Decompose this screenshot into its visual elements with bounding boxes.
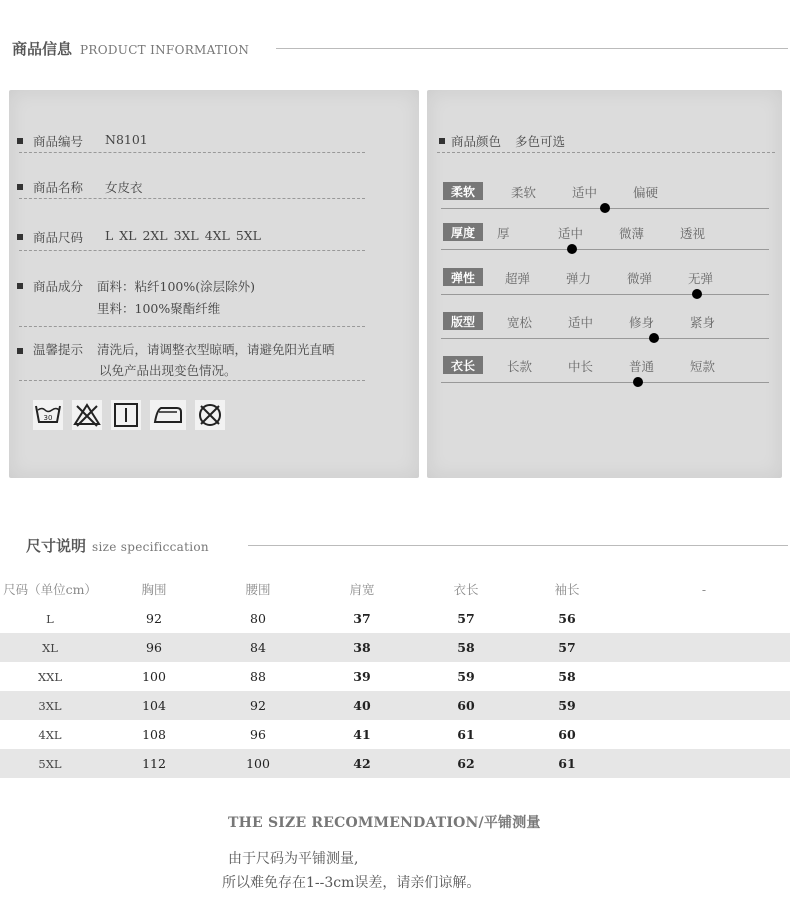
table-cell: 59: [516, 691, 618, 720]
no-bleach-icon: [72, 400, 102, 430]
table-row: [0, 604, 790, 633]
attr-scale-line: [441, 382, 769, 383]
size-table: [0, 574, 790, 778]
attr-scale-marker: [567, 244, 577, 254]
table-cell: 104: [100, 691, 208, 720]
name-value: 女皮衣: [105, 180, 143, 195]
color-label: 商品颜色: [451, 134, 502, 149]
table-cell: 100: [142, 669, 166, 684]
code-label: 商品编号: [33, 134, 84, 149]
table-cell-empty: [618, 604, 790, 633]
dashed-divider: [437, 152, 775, 153]
table-cell: 80: [250, 611, 266, 626]
attr-row: [427, 268, 787, 308]
table-cell: 112: [100, 749, 208, 778]
size-spec-title-cn: 尺寸说明: [26, 537, 87, 555]
table-header-cell: 袖长: [554, 582, 580, 597]
recommendation-title: THE SIZE RECOMMENDATION/平铺测量: [228, 815, 541, 831]
table-cell: 56: [558, 611, 576, 626]
product-info-title: [12, 38, 249, 59]
attr-option: 适中: [558, 226, 584, 241]
size-spec-title: [26, 535, 209, 556]
attr-option: 适中: [572, 185, 598, 200]
iron-low-icon: [150, 400, 186, 430]
attr-row: [427, 356, 787, 396]
name-label: 商品名称: [33, 180, 84, 195]
table-cell: 58: [558, 669, 576, 684]
attr-scale-marker: [600, 203, 610, 213]
dashed-divider: [19, 198, 365, 199]
dashed-divider: [19, 250, 365, 251]
no-dry-clean-icon: [195, 400, 225, 430]
attr-option: 厚: [497, 226, 510, 241]
table-cell: 61: [516, 749, 618, 778]
bullet-icon: [17, 283, 23, 289]
material-outer: 面料：粘纤100%(涂层除外): [97, 279, 255, 294]
table-cell: 61: [457, 727, 475, 742]
table-row: [0, 720, 790, 749]
attr-option: 修身: [629, 315, 655, 330]
attr-option: 超弹: [505, 271, 531, 286]
attr-row: [427, 312, 787, 352]
attr-option: 紧身: [690, 315, 716, 330]
table-cell: 58: [416, 633, 516, 662]
table-cell: 37: [353, 611, 371, 626]
attr-option: 偏硬: [633, 185, 659, 200]
table-cell: 96: [250, 727, 266, 742]
svg-text:30: 30: [43, 414, 53, 422]
attr-row: [427, 223, 787, 263]
table-cell: 5XL: [0, 749, 100, 778]
dashed-divider: [19, 152, 365, 153]
table-cell-empty: [618, 720, 790, 749]
attributes-panel: [427, 90, 782, 478]
table-cell: 3XL: [0, 691, 100, 720]
table-cell: 42: [308, 749, 416, 778]
product-info-title-en: PRODUCT INFORMATION: [80, 43, 250, 57]
care-icons: [33, 400, 225, 430]
care-text-1: 清洗后，请调整衣型晾晒，请避免阳光直晒: [97, 342, 335, 357]
table-header-cell: 衣长: [453, 582, 479, 597]
table-cell: 41: [353, 727, 371, 742]
attr-scale-marker: [633, 377, 643, 387]
attr-scale-marker: [692, 289, 702, 299]
table-cell: 96: [100, 633, 208, 662]
table-cell: XL: [0, 633, 100, 662]
attr-scale-line: [441, 338, 769, 339]
attr-scale-marker: [649, 333, 659, 343]
table-cell-empty: [618, 749, 790, 778]
info-panel: [9, 90, 419, 478]
table-cell: 57: [457, 611, 475, 626]
attr-option: 弹力: [566, 271, 592, 286]
attr-tag: 厚度: [443, 223, 483, 241]
table-cell: 92: [208, 691, 308, 720]
table-cell-empty: [618, 633, 790, 662]
table-cell: 57: [516, 633, 618, 662]
bullet-icon: [17, 234, 23, 240]
table-row: [0, 691, 790, 720]
color-value: 多色可选: [515, 134, 566, 149]
attr-option: 柔软: [511, 185, 537, 200]
table-cell: 92: [146, 611, 162, 626]
recommendation-line-2: 所以难免存在1--3cm误差，请亲们谅解。: [222, 875, 481, 891]
attr-option: 长款: [507, 359, 533, 374]
product-info-title-cn: 商品信息: [12, 40, 73, 58]
table-row: [0, 662, 790, 691]
size-label: 商品尺码: [33, 230, 84, 245]
table-header-cell: -: [701, 581, 707, 597]
table-cell: 100: [208, 749, 308, 778]
table-cell: 60: [558, 727, 576, 742]
attr-tag: 柔软: [443, 182, 483, 200]
attr-row: [427, 182, 787, 222]
section-divider: [276, 48, 788, 49]
dashed-divider: [19, 380, 365, 381]
attr-option: 适中: [568, 315, 594, 330]
size-value: L XL 2XL 3XL 4XL 5XL: [105, 228, 261, 243]
size-spec-title-en: size specificcation: [92, 540, 209, 554]
table-cell: L: [46, 611, 54, 626]
dashed-divider: [19, 326, 365, 327]
table-cell: 62: [416, 749, 516, 778]
wash-30-icon: [33, 400, 63, 430]
table-cell-empty: [618, 662, 790, 691]
attr-option: 宽松: [507, 315, 533, 330]
code-value: N8101: [105, 132, 148, 147]
care-label: 温馨提示: [33, 342, 84, 357]
table-cell: 59: [457, 669, 475, 684]
table-header-cell: 尺码（单位cm）: [3, 582, 97, 597]
material-lining: 里料：100%聚酯纤维: [97, 301, 221, 316]
table-cell-empty: [618, 691, 790, 720]
attr-option: 普通: [629, 359, 655, 374]
table-cell: XXL: [37, 669, 62, 684]
attr-scale-line: [441, 294, 769, 295]
bullet-icon: [439, 138, 445, 144]
table-header-cell: 肩宽: [349, 582, 375, 597]
table-header-cell: 胸围: [141, 582, 167, 597]
bullet-icon: [17, 138, 23, 144]
table-cell: 39: [353, 669, 371, 684]
hang-dry-icon: [111, 400, 141, 430]
table-row: [0, 633, 790, 662]
table-cell: 40: [308, 691, 416, 720]
attr-option: 微弹: [627, 271, 653, 286]
care-text-2: 以免产品出现变色情况。: [99, 363, 237, 378]
material-label: 商品成分: [33, 279, 84, 294]
table-header-row: [0, 574, 790, 604]
table-cell: 88: [250, 669, 266, 684]
table-header-cell: 腰围: [245, 582, 271, 597]
attr-option: 中长: [568, 359, 594, 374]
table-cell: 84: [208, 633, 308, 662]
table-cell: 38: [308, 633, 416, 662]
attr-option: 微薄: [619, 226, 645, 241]
attr-scale-line: [441, 249, 769, 250]
attr-option: 透视: [680, 226, 706, 241]
attr-option: 短款: [690, 359, 716, 374]
table-cell: 60: [416, 691, 516, 720]
attr-tag: 版型: [443, 312, 483, 330]
attr-option: 无弹: [688, 271, 714, 286]
table-cell: 108: [142, 727, 166, 742]
attr-tag: 衣长: [443, 356, 483, 374]
recommendation-line-1: 由于尺码为平铺测量,: [228, 851, 359, 867]
table-row: [0, 749, 790, 778]
bullet-icon: [17, 348, 23, 354]
attr-tag: 弹性: [443, 268, 483, 286]
table-cell: 4XL: [38, 727, 62, 742]
section-divider: [248, 545, 788, 546]
bullet-icon: [17, 184, 23, 190]
